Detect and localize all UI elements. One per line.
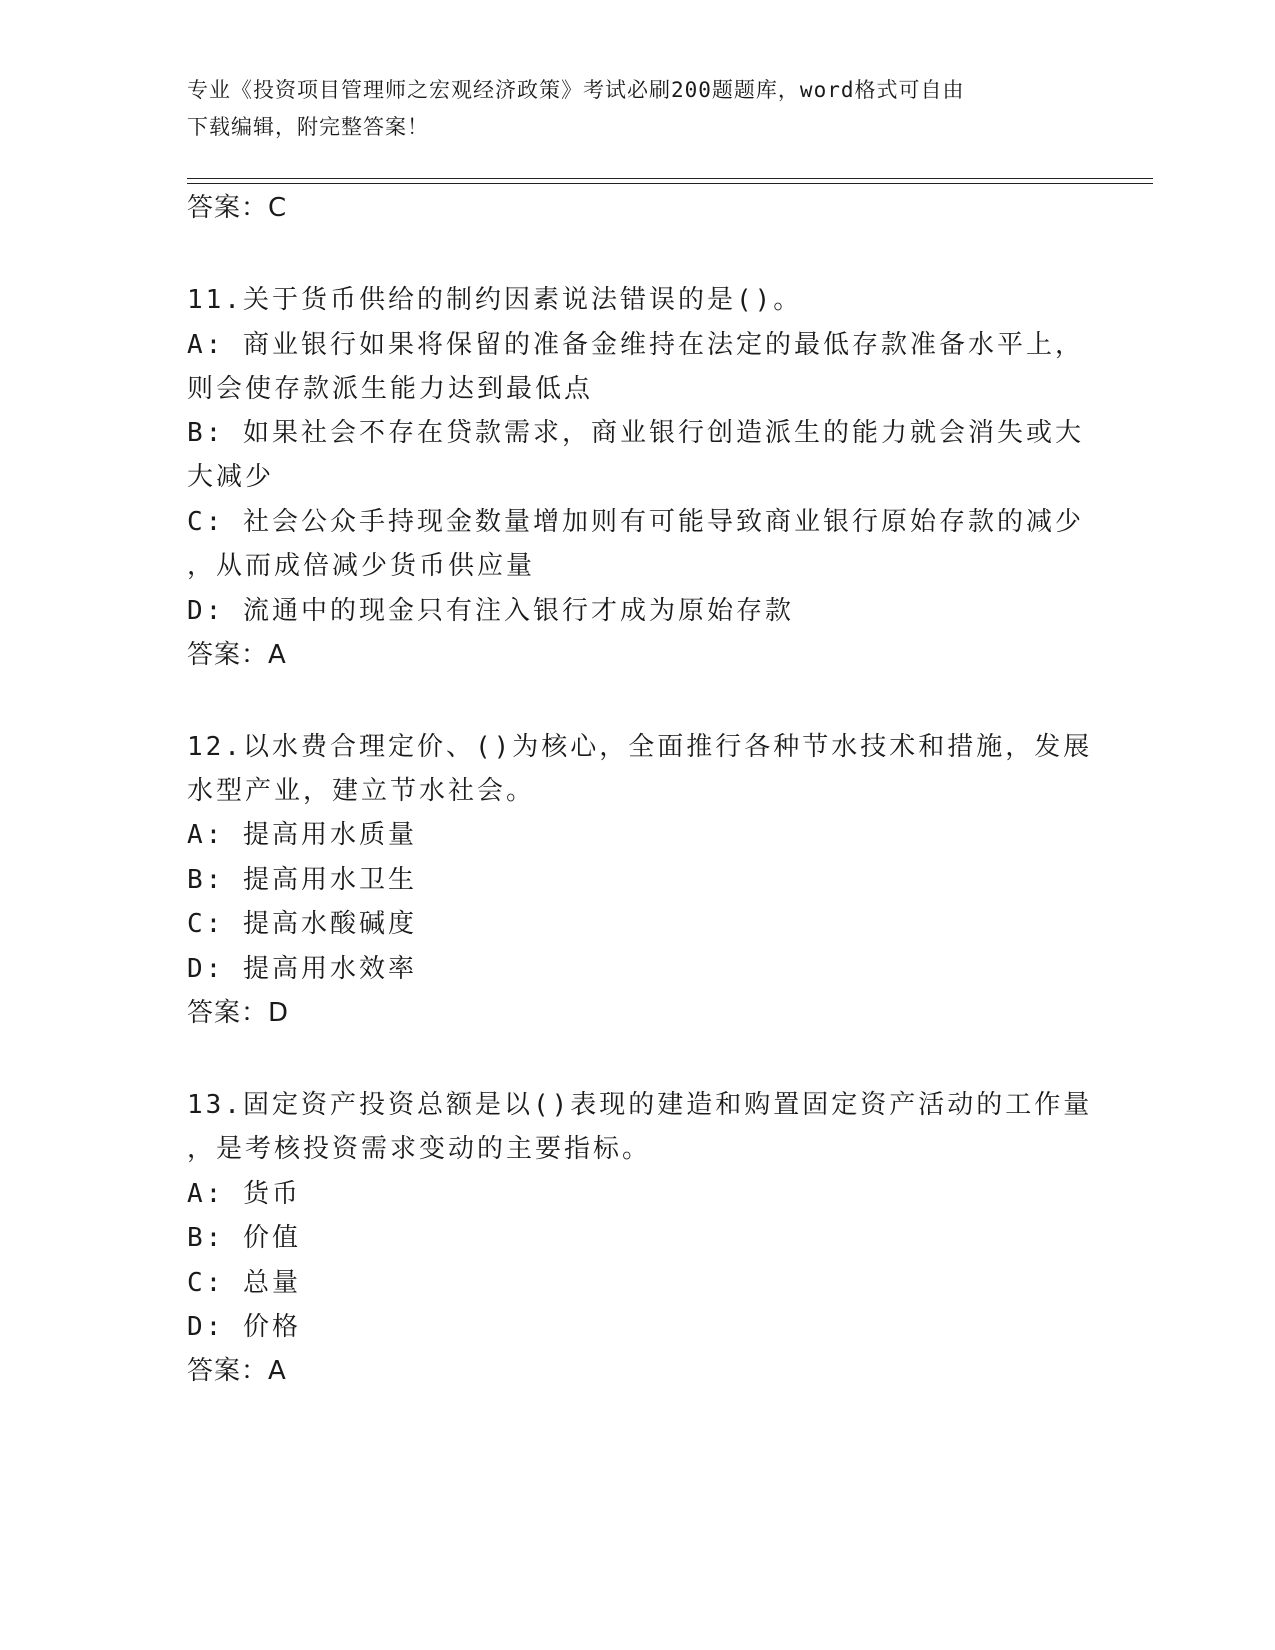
document-header [187, 72, 1067, 146]
question-11-option-d: D: 流通中的现金只有注入银行才成为原始存款 [187, 596, 794, 626]
question-11-option-c-cont: ，从而成倍减少货币供应量 [187, 551, 536, 581]
question-13-stem: 13.固定资产投资总额是以()表现的建造和购置固定资产活动的工作量 [187, 1090, 1093, 1120]
question-13-answer: 答案：A [187, 1356, 287, 1386]
question-11-option-c: C: 社会公众手持现金数量增加则有可能导致商业银行原始存款的减少 [187, 507, 1084, 537]
question-13-option-c: C: 总量 [187, 1268, 301, 1298]
question-12-stem-cont: 水型产业，建立节水社会。 [187, 776, 536, 806]
question-12-answer: 答案：D [187, 998, 290, 1028]
header-line-2: 下载编辑，附完整答案！ [187, 115, 429, 139]
question-11-stem: 11.关于货币供给的制约因素说法错误的是()。 [187, 285, 803, 315]
question-12-option-b: B: 提高用水卫生 [187, 865, 417, 895]
question-11-answer: 答案：A [187, 640, 287, 670]
question-13-stem-cont: ，是考核投资需求变动的主要指标。 [187, 1134, 652, 1164]
header-line-1: 专业《投资项目管理师之宏观经济政策》考试必刷200题题库，word格式可自由 [187, 78, 965, 102]
question-12-stem: 12.以水费合理定价、()为核心，全面推行各种节水技术和措施，发展 [187, 732, 1093, 762]
question-13-option-b: B: 价值 [187, 1223, 301, 1253]
question-11-option-b-cont: 大减少 [187, 462, 275, 492]
question-13-option-d: D: 价格 [187, 1312, 301, 1342]
question-13-option-a: A: 货币 [187, 1179, 301, 1209]
question-11-option-a-cont: 则会使存款派生能力达到最低点 [187, 374, 594, 404]
previous-answer: 答案：C [187, 193, 288, 223]
question-11-option-b: B: 如果社会不存在贷款需求，商业银行创造派生的能力就会消失或大 [187, 418, 1084, 448]
question-12-option-c: C: 提高水酸碱度 [187, 909, 417, 939]
header-divider-bottom [187, 183, 1153, 184]
question-12-option-d: D: 提高用水效率 [187, 954, 417, 984]
question-12-option-a: A: 提高用水质量 [187, 820, 417, 850]
header-divider-top [187, 178, 1153, 179]
question-11-option-a: A: 商业银行如果将保留的准备金维持在法定的最低存款准备水平上， [187, 330, 1084, 360]
